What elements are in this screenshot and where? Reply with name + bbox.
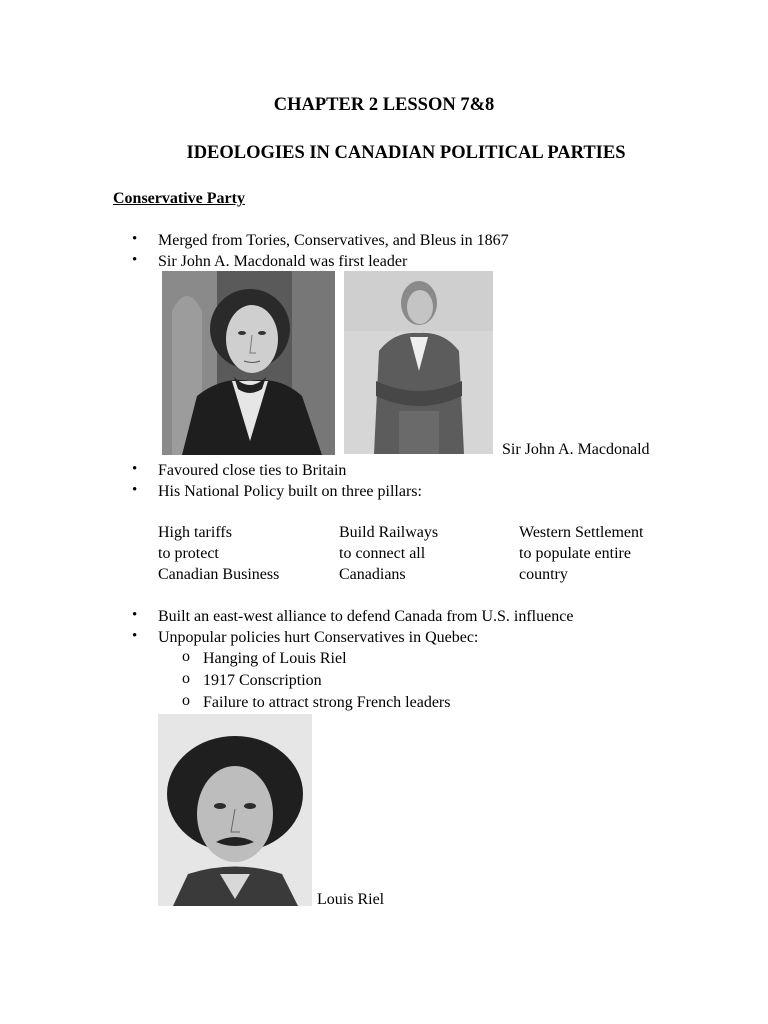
louis-riel-photo <box>158 714 312 906</box>
bullet-icon: • <box>132 252 138 268</box>
bullet-icon: • <box>132 461 138 477</box>
sub-bullet-icon: o <box>182 692 190 709</box>
bullet-text: Favoured close ties to Britain <box>158 462 347 479</box>
document-title: IDEOLOGIES IN CANADIAN POLITICAL PARTIES <box>186 143 626 163</box>
pillar-line: country <box>519 566 568 583</box>
bullet-text: Sir John A. Macdonald was first leader <box>158 253 408 270</box>
chapter-title: CHAPTER 2 LESSON 7&8 <box>273 95 495 115</box>
pillar-line: to protect <box>158 545 219 562</box>
louis-riel-caption: Louis Riel <box>317 891 385 908</box>
pillar-tariffs <box>158 522 279 585</box>
sub-bullet-icon: o <box>182 648 190 665</box>
bullet-icon: • <box>132 607 138 623</box>
pillar-line: to populate entire <box>519 545 631 562</box>
bullet-icon: • <box>132 628 138 644</box>
pillar-railways <box>339 522 438 585</box>
bullet-text: Unpopular policies hurt Conservatives in Quebec: <box>158 629 479 646</box>
bullet-icon: • <box>132 231 138 247</box>
bullet-text: Merged from Tories, Conservatives, and Bleus in 1867 <box>158 232 509 249</box>
section-heading: Conservative Party <box>113 190 245 207</box>
sub-bullet-text: Hanging of Louis Riel <box>203 650 347 667</box>
macdonald-standing-photo <box>344 271 493 454</box>
sub-bullet-text: Failure to attract strong French leaders <box>203 694 451 711</box>
pillar-line: High tariffs <box>158 524 232 541</box>
pillar-settlement <box>519 522 643 585</box>
pillar-line: Build Railways <box>339 524 439 541</box>
sub-bullet-text: 1917 Conscription <box>203 672 322 689</box>
bullet-text: His National Policy built on three pillars: <box>158 483 422 500</box>
pillar-line: Western Settlement <box>519 524 644 541</box>
pillar-line: to connect all <box>339 545 426 562</box>
pillar-line: Canadians <box>339 566 406 583</box>
pillar-line: Canadian Business <box>158 566 280 583</box>
macdonald-portrait-photo <box>162 271 335 455</box>
sub-bullet-icon: o <box>182 670 190 687</box>
macdonald-caption: Sir John A. Macdonald <box>502 441 650 458</box>
bullet-text: Built an east-west alliance to defend Canada from U.S. influence <box>158 608 574 625</box>
bullet-icon: • <box>132 482 138 498</box>
